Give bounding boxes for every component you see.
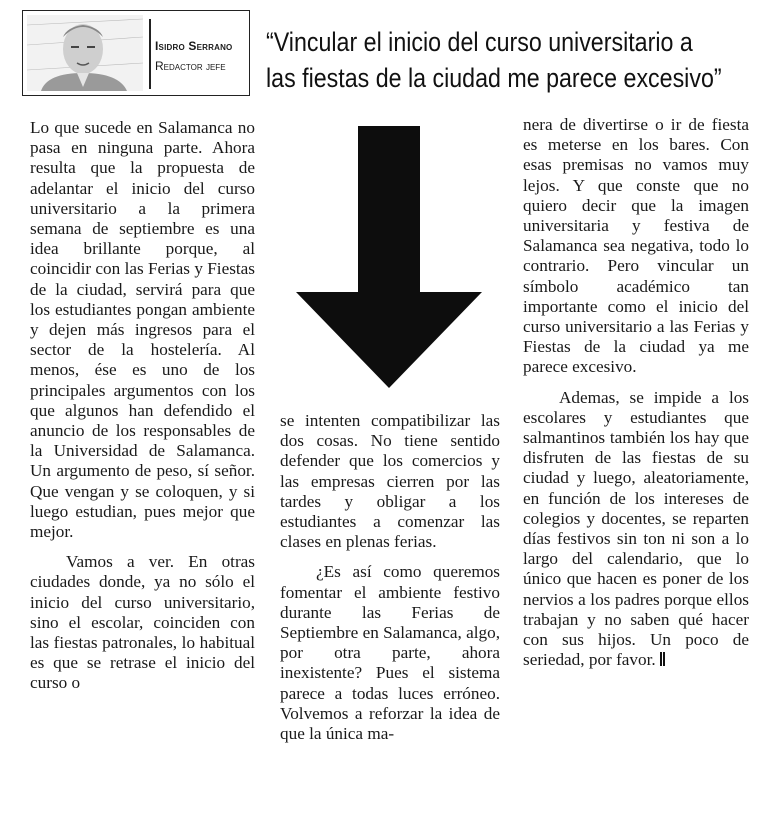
byline-box: [22, 10, 250, 96]
author-photo: [27, 15, 143, 91]
down-arrow-icon: [296, 126, 482, 388]
column-2-paragraph-1: se intenten compatibilizar las dos cosas. No tiene sentido defender que los comercios y las empresas cierren por las tardes y obligar a los estudiantes a comenzar las clases en plenas ferias.: [280, 411, 500, 552]
headline: [266, 24, 722, 96]
column-1: [30, 118, 255, 694]
byline-divider: [149, 19, 151, 89]
author-role: Redactor jefe: [155, 59, 226, 73]
column-2-paragraph-2: ¿Es así como queremos fomentar el ambiente festivo durante las Ferias de Septiembre en Salamanca, algo, por otra parte, ahora inexistente? Pues el sistema parece a todas luces erróneo. Volvemos a reforzar la idea de que la única ma-: [280, 562, 501, 744]
column-2: [280, 411, 500, 744]
headline-line-2: las fiestas de la ciudad me parece excesivo”: [266, 63, 722, 93]
column-1-paragraph-2: Vamos a ver. En otras ciudades donde, ya no sólo el inicio del curso universitario, sino el escolar, coinciden con las fiestas patronales, lo habitual es que se retrase el inicio del curso o: [30, 552, 255, 693]
column-3-paragraph-1: nera de divertirse o ir de fiesta es meterse en los bares. Con esas premisas no vamos muy lejos. Y que conste que no quiero decir que la imagen universitaria y festiva de Salamanca sea negativa, todo lo contrario. Pero vincular un símbolo académico tan importante como el inicio del curso universitario a las Ferias y Fiestas de la ciudad ya me parece excesivo.: [523, 115, 749, 377]
column-1-paragraph-1: Lo que sucede en Salamanca no pasa en ninguna parte. Ahora resulta que la propuesta de adelantar el inicio del curso universitario a la primera semana de septiembre es una idea brillante porque, al coincidir con las Ferias y Fiestas de la ciudad, servirá para que los estudiantes pongan ambiente y dejen más ingresos para el sector de la hostelería. Al menos, ése es uno de los principales argumentos con los que algunos han defendido el anuncio de los responsables de la Universidad de Salamanca. Un argumento de peso, sí señor. Que vengan y se coloquen, y si luego estudian, pues mejor que mejor.: [30, 118, 255, 542]
headline-line-1: “Vincular el inicio del curso universitario a: [266, 27, 693, 57]
author-name: Isidro Serrano: [155, 39, 233, 53]
end-mark: [660, 652, 665, 666]
column-3-paragraph-2: Ademas, se impide a los escolares y estudiantes que salmantinos también los hay que disfruten de las fiestas de su ciudad y luego, aleatoriamente, en función de los intereses de colegios y docentes, se reparten días festivos sin ton ni son a lo largo del calendario, que lo único que hacen es poner de los nervios a los padres porque ellos trabajan y no saben qué hacer con sus hijos. Un poco de seriedad, por favor.: [523, 387, 749, 670]
column-3: [523, 115, 749, 670]
